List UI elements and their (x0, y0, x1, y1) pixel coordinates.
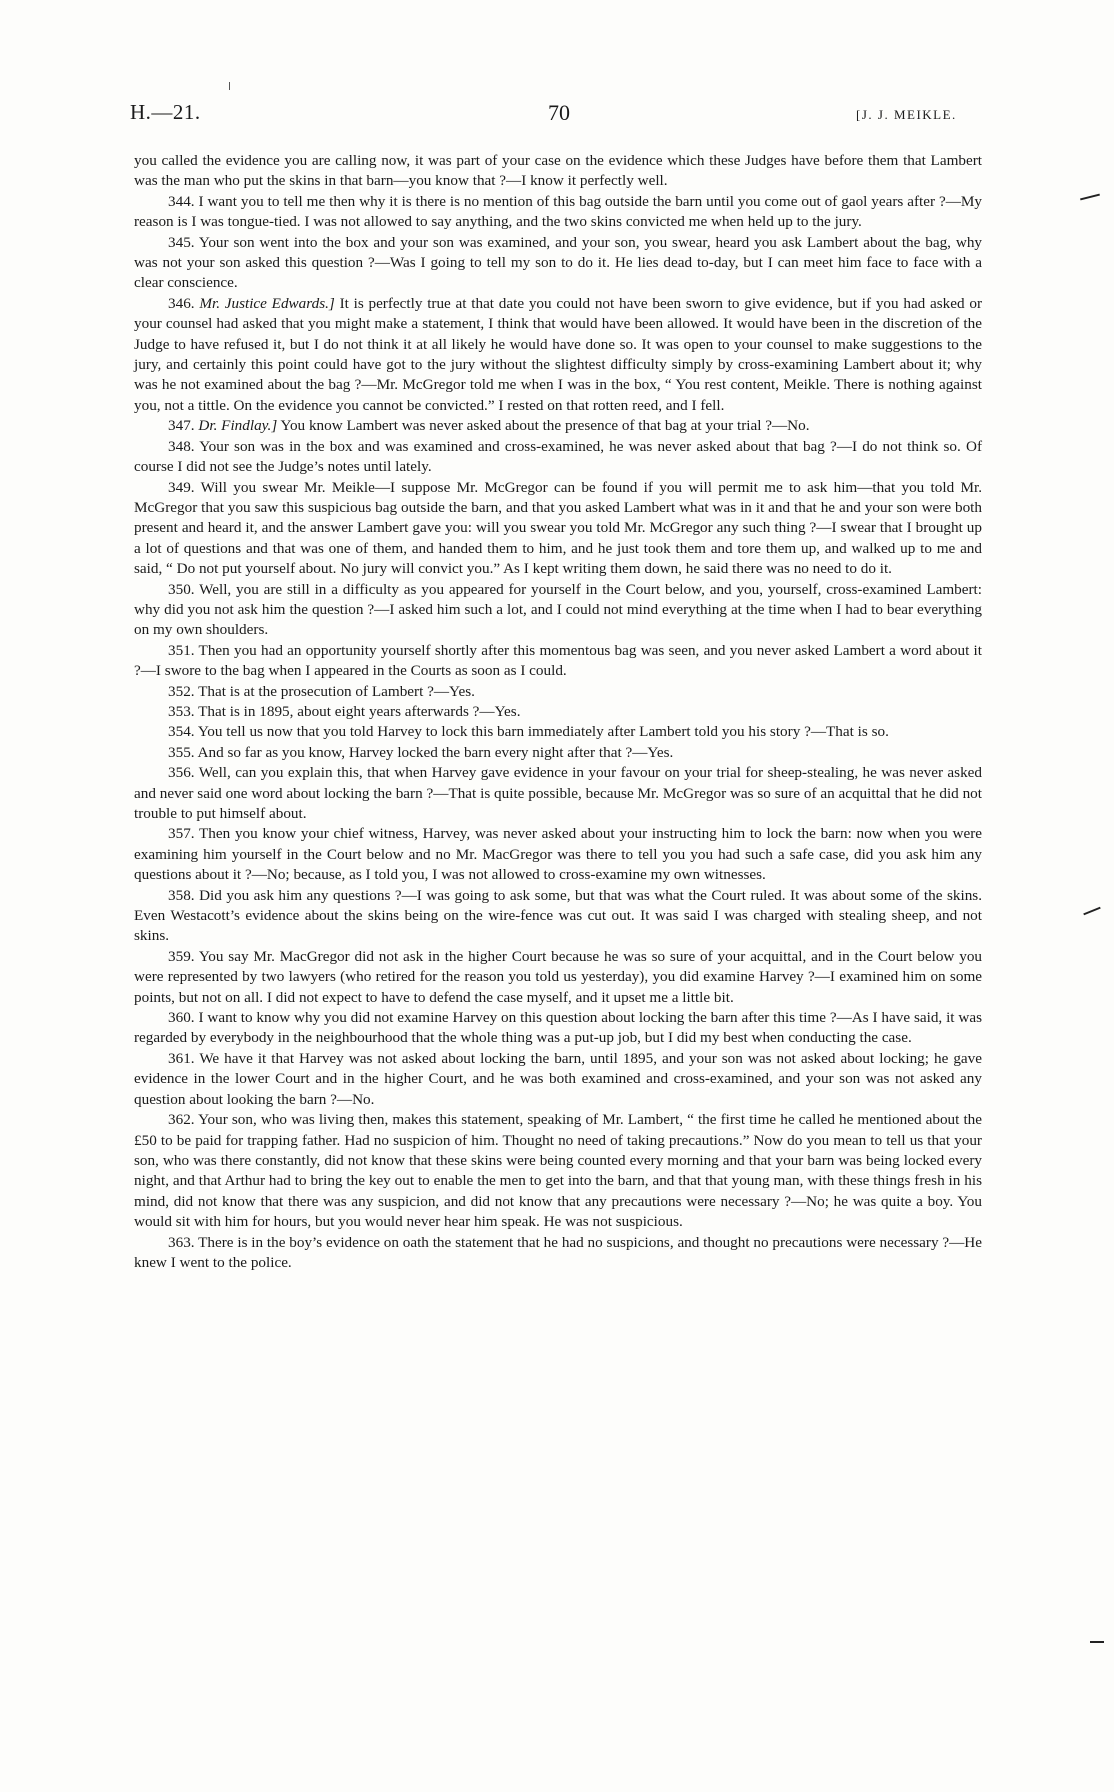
speaker-label: Mr. Justice Edwards.] (199, 294, 335, 312)
question-paragraph (134, 1049, 982, 1110)
witness-name-header: [J. J. MEIKLE. (856, 107, 957, 122)
scan-artifact (229, 82, 230, 90)
question-text: Will you swear Mr. Meikle—I suppose Mr. McGregor can be found if you will permit me to ask him—that you told Mr. McGregor that you saw this suspicious bag outside the barn, and that you asked Lambert what was in it and that he and your son were both present and heard it, and the answer Lambert gave you: will you swear you told Mr. McGregor any such thing ?—I swear that I brought up a lot of questions and that was one of them, and handed them to him, and he just took them and tore them up, and walked up to me and said, “ Do not put yourself about. No jury will convict you.” As I kept writing them down, he said there was no need to do it. (134, 478, 982, 578)
question-number: 346. (168, 294, 195, 312)
question-number: 351. (168, 641, 195, 659)
question-number: 361. (168, 1049, 195, 1067)
question-text: Well, can you explain this, that when Harvey gave evidence in your favour on your trial for sheep-stealing, he was never asked and never said one word about locking the barn ?—That is quite possible, because Mr. McGregor was so sure of an acquittal that he did not trouble to put himself about. (134, 764, 982, 822)
question-number: 348. (168, 437, 195, 455)
question-paragraph (134, 743, 982, 763)
question-text: You know Lambert was never asked about the presence of that bag at your trial ?—No. (280, 417, 810, 435)
page-number: 70 (548, 100, 570, 125)
question-text: I want you to tell me then why it is there is no mention of this bag outside the barn until you come out of gaol years after ?—My reason is I was tongue-tied. I was not allowed to say anything, and the two skins convicted me when held up to the jury. (134, 192, 983, 231)
question-number: 344. (168, 192, 195, 210)
question-text: That is in 1895, about eight years afterwards ?—Yes. (198, 702, 521, 720)
question-paragraph (134, 702, 982, 722)
question-paragraph (134, 947, 982, 1008)
question-paragraph (134, 192, 982, 233)
question-text: That is at the prosecution of Lambert ?—Yes. (198, 682, 475, 700)
question-number: 356. (168, 764, 195, 782)
question-text: Then you had an opportunity yourself shortly after this momentous bag was seen, and you never asked Lambert a word about it ?—I swore to the bag when I appeared in the Courts as soon as I could. (134, 641, 982, 680)
question-text: Your son went into the box and your son was examined, and your son, you swear, heard you ask Lambert about the bag, why was not your son asked this question ?—Was I going to tell my son to do it. He lies dead to-day, but I can meet him face to face with a clear conscience. (134, 233, 982, 292)
question-number: 359. (168, 947, 195, 965)
question-text: It is perfectly true at that date you could not have been sworn to give evidence, but if you had asked or your counsel had asked that you might make a statement, I think that would have been allowed. It would have been in the discretion of the Judge to have refused it, but I do not think it at all likely he would have done so. It was open to your counsel to make suggestions to the jury, and certainly this point could have got to the jury without the slightest difficulty simply by cross-examining Lambert about it; why was he not examined about the bag ?—Mr. McGregor told me when I was in the box, “ You rest content, Meikle. There is nothing against you, not a tittle. On the evidence you cannot be convicted.” I rested on that rotten reed, and I fell. (134, 294, 983, 414)
question-number: 360. (168, 1009, 195, 1027)
question-paragraph (134, 233, 982, 294)
question-number: 349. (168, 478, 195, 496)
question-text: Then you know your chief witness, Harvey, was never asked about your instructing him to lock the barn: now when you were examining him yourself in the Court below and no Mr. MacGregor was there to tell you you had such a safe case, did you ask him any questions about it ?—No; because, as I told you, I was not allowed to cross-examine my own witnesses. (134, 825, 982, 884)
speaker-label: Dr. Findlay.] (198, 417, 278, 435)
question-number: 358. (168, 886, 195, 904)
question-paragraph (134, 682, 982, 702)
question-paragraph (134, 722, 982, 742)
question-number: 354. (168, 723, 195, 741)
question-paragraph (134, 1008, 982, 1049)
question-paragraph (134, 763, 982, 824)
question-text: You say Mr. MacGregor did not ask in the higher Court because he was so sure of your acquittal, and in the Court below you were represented by two lawyers (who retired for the reason you told us yesterday), you did examine Harvey ?—I examined him on some points, but not on all. I did not expect to have to defend the case myself, and it upset me a little bit. (134, 947, 983, 1006)
question-paragraph (134, 641, 982, 682)
question-paragraph (134, 1233, 982, 1274)
question-text: We have it that Harvey was not asked about locking the barn, until 1895, and your son was not asked about locking; he gave evidence in the lower Court and in the higher Court, and he was both examined and cross-examined, and your son was not asked any question about looking the barn ?—No. (134, 1049, 982, 1108)
margin-mark (1083, 907, 1100, 916)
question-paragraph (134, 886, 982, 947)
question-paragraph (134, 437, 982, 478)
question-paragraph (134, 1110, 982, 1232)
question-number: 363. (168, 1233, 195, 1251)
question-number: 362. (168, 1111, 195, 1129)
question-paragraph (134, 580, 982, 641)
question-number: 350. (168, 580, 195, 598)
question-text: You tell us now that you told Harvey to lock this barn immediately after Lambert told you his story ?—That is so. (197, 723, 889, 741)
question-text: Well, you are still in a difficulty as you appeared for yourself in the Court below, and you, yourself, cross-examined Lambert: why did you not ask him the question ?—I asked him such a lot, and I could not mind everything at the time when I had to bear everything on my own shoulders. (134, 580, 982, 639)
question-paragraph (134, 824, 982, 885)
question-text: Your son, who was living then, makes this statement, speaking of Mr. Lambert, “ the first time he called he mentioned about the £50 to be paid for trapping father. Had no suspicion of him. Thought no need of taking precautions.” Now do you mean to tell us that your son, who was there constantly, did not know that these skins were being counted every morning and that your barn was being locked every night, and that Arthur had to bring the key out to enable the men to get into the barn, and that that young man, with these things fresh in his mind, did not know that there was any suspicion, and did not know that any precautions were necessary ?—No; he was quite a boy. You would sit with him for hours, but you would never hear him speak. He was not suspicious. (134, 1111, 983, 1231)
question-number: 357. (168, 825, 195, 843)
continued-paragraph: you called the evidence you are calling now, it was part of your case on the evidence which these Judges have before them that Lambert was the man who put the skins in that barn—you know that ?—I know it perfectly well. (134, 152, 982, 190)
question-paragraph (134, 416, 982, 436)
question-number: 353. (168, 702, 195, 720)
document-reference: H.—21. (130, 100, 201, 124)
question-number: 355. (168, 743, 195, 761)
margin-mark (1080, 194, 1100, 201)
question-text: Did you ask him any questions ?—I was going to ask some, but that was what the Court ruled. It was about some of the skins. Even Westacott’s evidence about the skins being on the wire-fence was cut out. It was said I was charged with stealing sheep, and not skins. (134, 886, 982, 945)
question-paragraph (134, 294, 982, 416)
margin-mark (1090, 1641, 1104, 1643)
question-text: And so far as you know, Harvey locked the barn every night after that ?—Yes. (197, 743, 674, 761)
question-number: 347. (168, 417, 195, 435)
question-number: 352. (168, 682, 195, 700)
question-list (134, 192, 982, 1274)
question-text: Your son was in the box and was examined and cross-examined, he was never asked about that bag ?—I do not think so. Of course I did not see the Judge’s notes until lately. (134, 437, 982, 476)
question-text: There is in the boy’s evidence on oath the statement that he had no suspicions, and thought no precautions were necessary ?—He knew I went to the police. (134, 1233, 982, 1271)
question-number: 345. (168, 233, 195, 251)
document-body (134, 151, 982, 1273)
question-text: I want to know why you did not examine Harvey on this question about locking the barn after this time ?—As I have said, it was regarded by everybody in the neighbourhood that the whole thing was a put-up job, but I did my best when conducting the case. (134, 1009, 982, 1047)
question-paragraph (134, 478, 982, 580)
